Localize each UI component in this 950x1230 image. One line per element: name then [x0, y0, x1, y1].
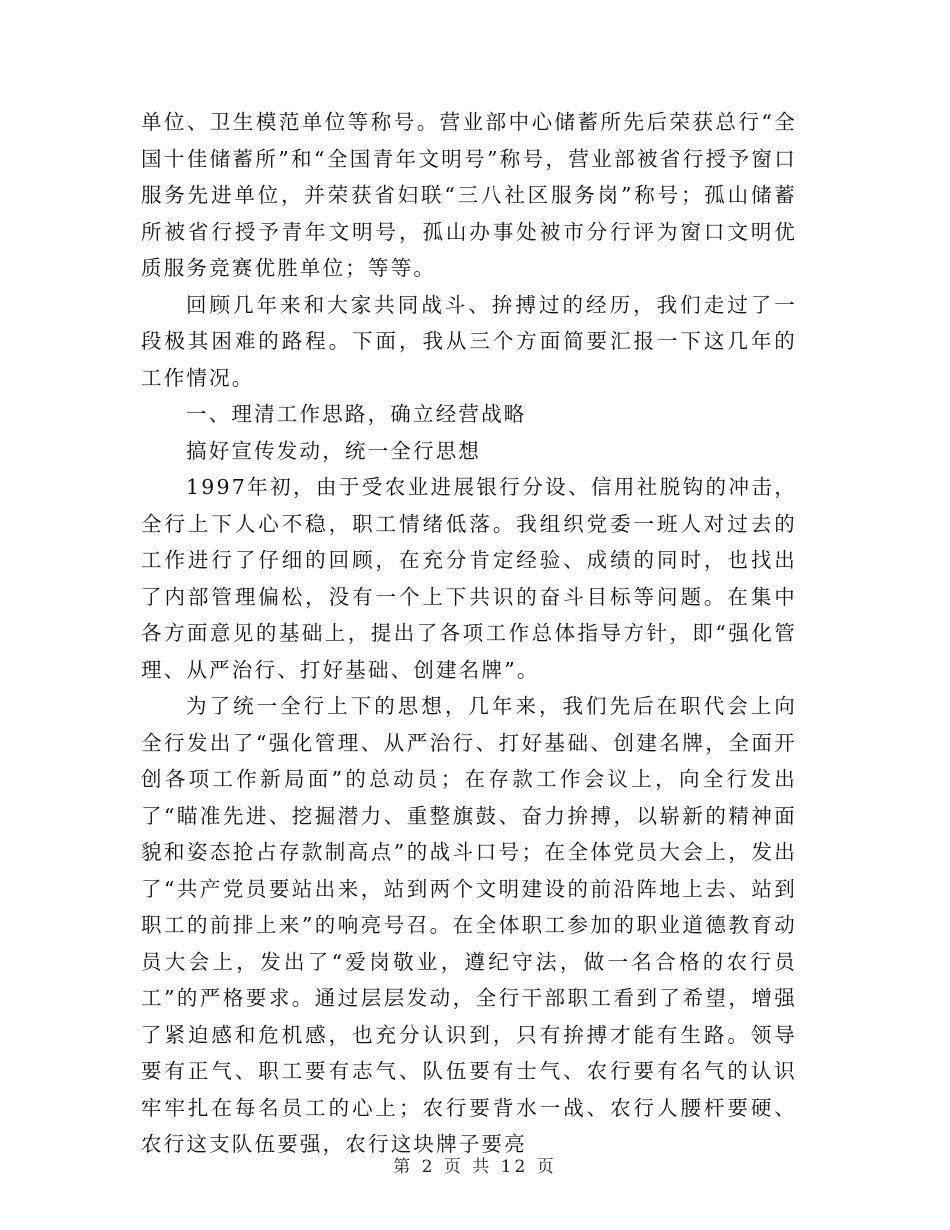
- paragraph-mobilization: 为了统一全行上下的思想，几年来，我们先后在职代会上向全行发出了“强化管理、从严治行、打好基础、创建名牌，全面开创各项工作新局面”的总动员；在存款工作会议上，向全行发出了“瞄准先进、挖掘潜力、重整旗鼓、奋力拚搏，以崭新的精神面貌和姿态抢占存款制高点”的战斗口号；在全体党员大会上，发出了“共产党员要站出来，站到两个文明建设的前沿阵地上去、站到职工的前排上来”的响亮号召。在全体职工参加的职业道德教育动员大会上，发出了“爱岗敬业，遵纪守法，做一名合格的农行员工”的严格要求。通过层层发动，全行干部职工看到了希望，增强了紧迫感和危机感，也充分认识到，只有拚搏才能有生路。领导要有正气、职工要有志气、队伍要有士气、农行要有名气的认识牢牢扎在每名员工的心上；农行要背水一战、农行人腰杆要硬、农行这支队伍要强，农行这块牌子要亮: [141, 694, 797, 1156]
- paragraph-continued: 单位、卫生模范单位等称号。营业部中心储蓄所先后荣获总行“全国十佳储蓄所”和“全国青年文明号”称号，营业部被省行授予窗口服务先进单位，并荣获省妇联“三八社区服务岗”称号；孤山储蓄所被省行授予青年文明号，孤山办事处被市分行评为窗口文明优质服务竞赛优胜单位；等等。: [141, 110, 797, 280]
- subsection-heading: 搞好宣传发动，统一全行思想: [186, 438, 482, 463]
- document-body: [141, 104, 797, 1163]
- page-number-footer: 第 2 页 共 12 页: [393, 1157, 557, 1177]
- paragraph-1997: 1997年初，由于受农业进展银行分设、信用社脱钩的冲击，全行上下人心不稳，职工情绪低落。我组织党委一班人对过去的工作进行了仔细的回顾，在充分肯定经验、成绩的同时，也找出了内部管理偏松，没有一个上下共识的奋斗目标等问题。在集中各方面意见的基础上，提出了各项工作总体指导方针，即“强化管理、从严治行、打好基础、创建名牌”。: [141, 475, 797, 682]
- paragraph-review: 回顾几年来和大家共同战斗、拚搏过的经历，我们走过了一段极其困难的路程。下面，我从三个方面简要汇报一下这几年的工作情况。: [141, 292, 797, 390]
- section-heading: 一、理清工作思路，确立经营战略: [186, 402, 527, 426]
